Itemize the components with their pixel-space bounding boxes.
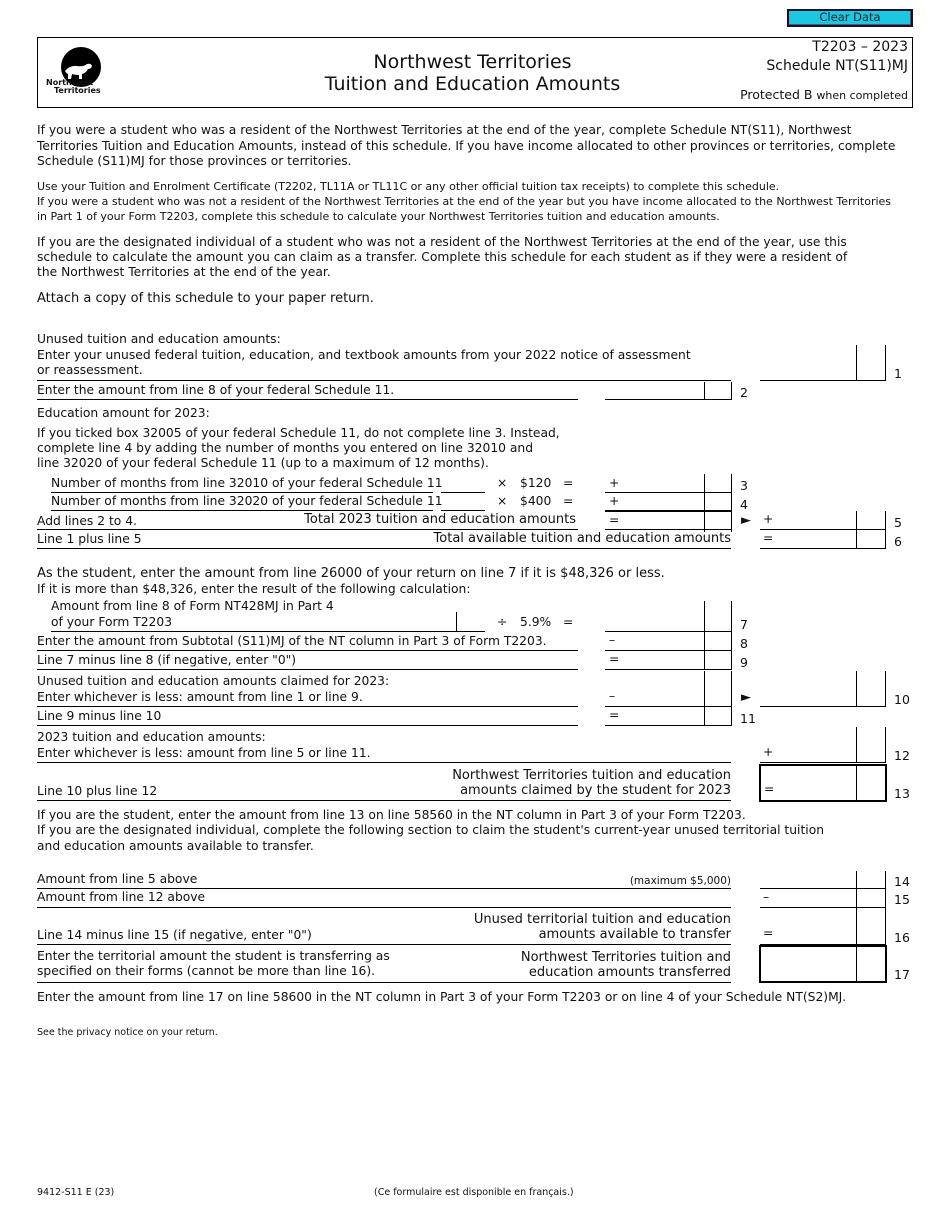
line8-label: Enter the amount from Subtotal (S11)MJ of the NT column in Part 3 of Form T2203.	[37, 634, 547, 648]
line5-equals: =	[609, 513, 620, 527]
form-id: T2203 – 2023	[812, 39, 908, 55]
line3-input[interactable]	[605, 474, 732, 493]
line9-label: Line 7 minus line 8 (if negative, enter "0")	[37, 653, 297, 667]
line1-input[interactable]	[760, 345, 886, 381]
line10-arrow-icon: ►	[741, 690, 751, 705]
line14-label: Amount from line 5 above	[37, 872, 198, 886]
line2-input[interactable]	[605, 382, 732, 400]
line17-label-right-2: education amounts transferred	[528, 965, 731, 980]
intro-p2-l1: Use your Tuition and Enrolment Certificate (T2202, TL11A or TL11C or any other official tuition tax receipts) to complete this schedule.	[37, 180, 780, 193]
clear-data-button[interactable]: Clear Data	[787, 9, 913, 27]
line12-label: Enter whichever is less: amount from line 5 or line 11.	[37, 746, 371, 760]
attach-instruction: Attach a copy of this schedule to your paper return.	[37, 291, 374, 306]
line17-input[interactable]	[759, 945, 887, 983]
education-heading: Education amount for 2023:	[37, 406, 210, 420]
line5-arrow-icon: ►	[741, 513, 751, 528]
line3-months-input[interactable]	[441, 474, 485, 493]
line12-input[interactable]	[760, 727, 886, 763]
line7-equals: =	[563, 615, 574, 629]
line10-heading: Unused tuition and education amounts claimed for 2023:	[37, 674, 390, 688]
line10-subtotal-input[interactable]	[605, 671, 732, 707]
line3-rate: $120	[520, 476, 552, 490]
line3-plus: +	[609, 476, 620, 490]
line-number-1: 1	[894, 366, 902, 381]
intro-p3-l2: schedule to calculate the amount you can claim as a transfer. Complete this schedule for each student as if they were a resident of	[37, 250, 848, 264]
after13-line1: If you are the student, enter the amount from line 13 on line 58560 in the NT column in Part 3 of your Form T2203.	[37, 808, 746, 822]
line4-equals: =	[563, 494, 574, 508]
unused-heading: Unused tuition and education amounts:	[37, 332, 281, 346]
line17-label-2: specified on their forms (cannot be more than line 16).	[37, 964, 376, 978]
line-number-9: 9	[740, 655, 748, 670]
student-instruction-2: If it is more than $48,326, enter the result of the following calculation:	[37, 582, 471, 596]
line3-equals: =	[563, 476, 574, 490]
line15-label: Amount from line 12 above	[37, 890, 206, 904]
line17-label-right-1: Northwest Territories tuition and	[520, 950, 731, 965]
line13-input[interactable]	[759, 764, 887, 802]
line6-label-right: Total available tuition and education amounts	[433, 531, 731, 546]
line8-minus: –	[609, 633, 616, 647]
line8-input[interactable]	[605, 632, 732, 651]
line15-input[interactable]	[760, 889, 886, 908]
line15-minus: –	[763, 890, 770, 904]
line11-label: Line 9 minus line 10	[37, 709, 162, 723]
education-p1: If you ticked box 32005 of your federal Schedule 11, do not complete line 3. Instead,	[37, 426, 560, 440]
line4-months-input[interactable]	[441, 493, 485, 511]
line-number-2: 2	[740, 385, 748, 400]
line11-input[interactable]	[605, 707, 732, 726]
protected-notice	[740, 87, 908, 103]
line-number-16: 16	[894, 930, 910, 945]
line9-input[interactable]	[605, 651, 732, 670]
line-number-8: 8	[740, 636, 748, 651]
line12-plus: +	[763, 745, 774, 759]
logo-text-line1: Northwest	[46, 78, 94, 87]
line-number-4: 4	[740, 497, 748, 512]
intro-p1-l1: If you were a student who was a resident of the Northwest Territories at the end of the year, complete Schedule NT(S11), Northwest	[37, 123, 852, 137]
line-number-6: 6	[894, 534, 902, 549]
line16-input[interactable]	[760, 908, 886, 945]
line12-heading: 2023 tuition and education amounts:	[37, 730, 266, 744]
student-instruction-1: As the student, enter the amount from line 26000 of your return on line 7 if it is $48,326 or less.	[37, 566, 665, 581]
education-p3: line 32020 of your federal Schedule 11 (up to a maximum of 12 months).	[37, 456, 489, 470]
line13-label-right-2: amounts claimed by the student for 2023	[460, 783, 731, 798]
line5-plus: +	[763, 512, 774, 526]
protected-suffix: when completed	[816, 89, 908, 102]
line-number-12: 12	[894, 748, 910, 763]
line1-label-b: or reassessment.	[37, 363, 143, 377]
line-number-5: 5	[894, 515, 902, 530]
line17-label-1: Enter the territorial amount the student is transferring as	[37, 949, 390, 963]
line6-equals: =	[763, 531, 774, 545]
final-instruction: Enter the amount from line 17 on line 58600 in the NT column in Part 3 of your Form T2203 or on line 4 of your Schedule NT(S2)MJ.	[37, 990, 847, 1004]
line7-rate: 5.9%	[520, 615, 552, 629]
line-number-13: 13	[894, 786, 910, 801]
line6-label-left: Line 1 plus line 5	[37, 532, 142, 546]
education-p2: complete line 4 by adding the number of months you entered on line 32010 and	[37, 441, 534, 455]
french-notice: (Ce formulaire est disponible en français.)	[374, 1187, 574, 1198]
line-number-11: 11	[740, 711, 756, 726]
line-number-14: 14	[894, 874, 910, 889]
line16-label-right-1: Unused territorial tuition and education	[473, 912, 731, 927]
line10-minus: –	[609, 689, 616, 703]
line10-input[interactable]	[760, 671, 886, 707]
intro-p1-l3: Schedule (S11)MJ for those provinces or territories.	[37, 154, 352, 168]
line-number-3: 3	[740, 478, 748, 493]
intro-p2-l3: in Part 1 of your Form T2203, complete this schedule to calculate your Northwest Territories tuition and education amounts.	[37, 210, 720, 223]
line13-label-left: Line 10 plus line 12	[37, 784, 158, 798]
line5-label-right: Total 2023 tuition and education amounts	[304, 512, 576, 527]
line-number-15: 15	[894, 892, 910, 907]
line5-subtotal-input[interactable]	[605, 511, 732, 530]
line14-maximum: (maximum $5,000)	[629, 875, 731, 887]
line-number-10: 10	[894, 692, 910, 707]
line7-label-a: Amount from line 8 of Form NT428MJ in Part 4	[51, 599, 334, 613]
intro-p3-l3: the Northwest Territories at the end of the year.	[37, 265, 331, 279]
line4-label: Number of months from line 32020 of your federal Schedule 11	[51, 494, 443, 508]
line4-rate: $400	[520, 494, 552, 508]
line16-equals: =	[763, 926, 774, 940]
line14-input[interactable]	[760, 871, 886, 889]
form-code: 9412-S11 E (23)	[37, 1187, 115, 1198]
line9-equals: =	[609, 652, 620, 666]
form-title-line2: Tuition and Education Amounts	[324, 73, 621, 95]
nwt-logo	[46, 47, 106, 97]
line4-plus: +	[609, 494, 620, 508]
line7-amount-input[interactable]	[372, 612, 485, 632]
line16-label-right-2: amounts available to transfer	[538, 927, 731, 942]
after13-line2: If you are the designated individual, complete the following section to claim the student's current-year unused territorial tuition	[37, 823, 825, 837]
line2-label: Enter the amount from line 8 of your federal Schedule 11.	[37, 383, 395, 397]
line7-input[interactable]	[605, 612, 732, 632]
schedule-name: Schedule NT(S11)MJ	[766, 58, 908, 74]
line4-input[interactable]	[605, 493, 732, 511]
form-title-line1: Northwest Territories	[373, 51, 572, 73]
after13-line3: and education amounts available to transfer.	[37, 839, 314, 853]
line11-equals: =	[609, 708, 620, 722]
line13-label-right-1: Northwest Territories tuition and education	[452, 768, 731, 783]
line1-label-a: Enter your unused federal tuition, education, and textbook amounts from your 2022 notice of assessment	[37, 348, 691, 362]
line4-multiply: ×	[497, 494, 508, 508]
intro-p1-l2: Territories Tuition and Education Amounts, instead of this schedule. If you have income allocated to other provinces or territories, complete	[37, 139, 896, 153]
line3-multiply: ×	[497, 476, 508, 490]
line3-label: Number of months from line 32010 of your federal Schedule 11	[51, 476, 443, 490]
line-number-17: 17	[894, 967, 910, 982]
logo-text-line2: Territories	[54, 86, 101, 95]
line10-label: Enter whichever is less: amount from line 1 or line 9.	[37, 690, 363, 704]
line-number-7: 7	[740, 617, 748, 632]
protected-label: Protected B	[740, 87, 813, 102]
intro-p3-l1: If you are the designated individual of a student who was not a resident of the Northwest Territories at the end of the year, use this	[37, 235, 847, 249]
line7-label-b: of your Form T2203	[51, 615, 173, 629]
line16-label-left: Line 14 minus line 15 (if negative, enter "0")	[37, 928, 312, 942]
line7-divide: ÷	[497, 615, 508, 629]
intro-p2-l2: If you were a student who was not a resident of the Northwest Territories at the end of the year but you have income allocated to the Northwest Territories	[37, 195, 892, 208]
privacy-notice: See the privacy notice on your return.	[37, 1027, 218, 1038]
line5-label-left: Add lines 2 to 4.	[37, 514, 137, 528]
line6-input[interactable]	[760, 530, 886, 549]
line13-equals: =	[764, 782, 775, 796]
line5-input[interactable]	[760, 511, 886, 530]
